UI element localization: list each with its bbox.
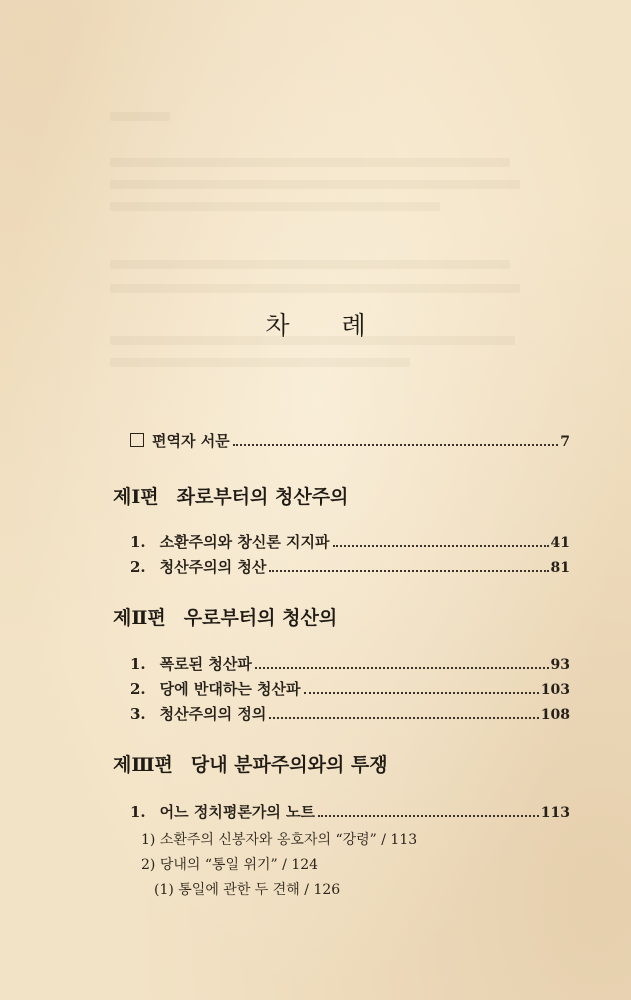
dot-leader bbox=[304, 692, 539, 694]
dot-leader bbox=[269, 717, 538, 719]
chapter-number: 1. bbox=[130, 533, 146, 551]
part-title: 당내 분파주의와의 투쟁 bbox=[190, 754, 388, 776]
toc-entry-title: 폭로된 청산파 bbox=[159, 655, 252, 673]
part-heading: 제Ⅱ편 우로부터의 청산의 bbox=[113, 607, 338, 629]
chapter-number: 1. bbox=[130, 655, 146, 673]
part-heading: 제Ⅲ편 당내 분파주의와의 투쟁 bbox=[113, 754, 388, 776]
toc-entry[interactable] bbox=[130, 531, 570, 552]
toc-entry-title: 당에 반대하는 청산파 bbox=[159, 680, 301, 698]
part-title: 좌로부터의 청산주의 bbox=[176, 486, 349, 508]
toc-entry-title: 청산주의의 정의 bbox=[159, 705, 267, 723]
show-through-line bbox=[110, 158, 510, 167]
dot-leader bbox=[255, 667, 549, 669]
dot-leader bbox=[269, 570, 548, 572]
chapter-number: 2. bbox=[130, 558, 146, 576]
chapter-number: 1. bbox=[130, 803, 146, 821]
toc-entry[interactable] bbox=[130, 801, 570, 822]
toc-entry[interactable] bbox=[130, 556, 570, 577]
dot-leader bbox=[233, 444, 559, 446]
square-box-icon bbox=[130, 433, 144, 447]
toc-entry-page: 93 bbox=[550, 657, 570, 673]
toc-subsection[interactable]: 2) 당내의 “통일 위기” / 124 bbox=[141, 857, 319, 873]
toc-entry-page: 81 bbox=[550, 560, 570, 576]
toc-subsection[interactable]: (1) 통일에 관한 두 견해 / 126 bbox=[154, 882, 341, 898]
show-through-line bbox=[110, 260, 510, 269]
part-title: 우로부터의 청산의 bbox=[183, 607, 338, 629]
toc-entry-page: 41 bbox=[550, 535, 570, 551]
toc-entry[interactable] bbox=[130, 678, 570, 699]
toc-entry-title: 편역자 서문 bbox=[152, 432, 230, 450]
show-through-line bbox=[110, 202, 440, 211]
toc-entry[interactable] bbox=[130, 703, 570, 724]
toc-entry-title: 청산주의의 청산 bbox=[159, 558, 267, 576]
chapter-number: 2. bbox=[130, 680, 146, 698]
show-through-line bbox=[110, 358, 410, 367]
part-heading: 제Ⅰ편 좌로부터의 청산주의 bbox=[113, 486, 349, 508]
show-through-line bbox=[110, 112, 170, 121]
dot-leader bbox=[318, 815, 539, 817]
toc-entry[interactable] bbox=[130, 653, 570, 674]
chapter-number: 3. bbox=[130, 705, 146, 723]
show-through-line bbox=[110, 180, 520, 189]
toc-title: 차 례 bbox=[265, 311, 388, 340]
toc-entry-title: 소환주의와 창신론 지지파 bbox=[159, 533, 330, 551]
toc-subsection[interactable]: 1) 소환주의 신봉자와 옹호자의 “강령” / 113 bbox=[141, 832, 418, 848]
dot-leader bbox=[333, 545, 549, 547]
toc-entry-page: 113 bbox=[540, 805, 570, 821]
show-through-line bbox=[110, 284, 520, 293]
toc-entry-page: 103 bbox=[540, 682, 570, 698]
toc-entry-page: 7 bbox=[560, 434, 570, 450]
toc-entry-preface[interactable] bbox=[130, 430, 570, 451]
toc-entry-page: 108 bbox=[540, 707, 570, 723]
toc-entry-title: 어느 정치평론가의 노트 bbox=[159, 803, 316, 821]
